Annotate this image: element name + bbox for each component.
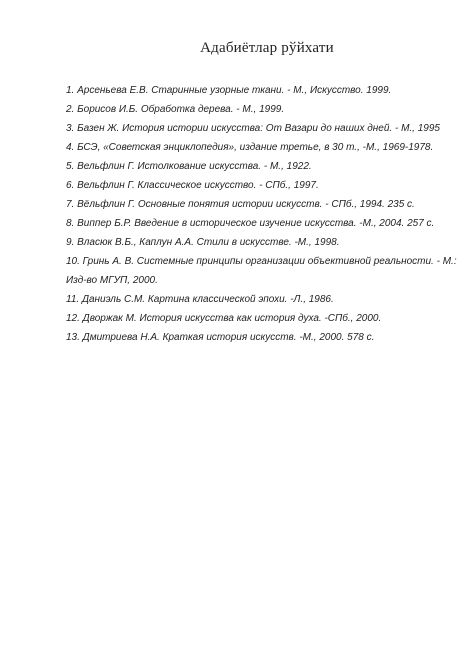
reference-item-9: 9. Власюк В.Б., Каплун А.А. Стили в искусстве. -М., 1998. — [66, 237, 340, 248]
reference-item-10: 10. Гринь А. В. Системные принципы организации объективной реальности. - М.: Изд-во МГУП, 2000. — [66, 256, 457, 286]
reference-item-2: 2. Борисов И.Б. Обработка дерева. - М., 1999. — [66, 104, 285, 115]
reference-item-13: 13. Дмитриева Н.А. Краткая история искусств. -М., 2000. 578 с. — [66, 332, 375, 343]
reference-item-1: 1. Арсеньева Е.В. Старинные узорные ткани. - М., Искусство. 1999. — [66, 85, 392, 96]
reference-list — [66, 81, 466, 347]
reference-item-12: 12. Дворжак М. История искусства как история духа. -СПб., 2000. — [66, 313, 382, 324]
reference-item-11: 11. Даниэль С.М. Картина классической эпохи. -Л., 1986. — [66, 294, 334, 305]
reference-item-8: 8. Виппер Б.Р. Введение в историческое изучение искусства. -М., 2004. 257 с. — [66, 218, 435, 229]
reference-item-3: 3. Базен Ж. История истории искусства: От Вазари до наших дней. - М., 1995 — [66, 123, 440, 134]
reference-item-5: 5. Вельфлин Г. Истолкование искусства. - М., 1922. — [66, 161, 312, 172]
reference-item-6: 6. Вельфлин Г. Классическое искусство. - СПб., 1997. — [66, 180, 319, 191]
reference-item-7: 7. Вёльфлин Г. Основные понятия истории искусств. - СПб., 1994. 235 с. — [66, 199, 415, 210]
page-title: Адабиётлар рўйхати — [200, 40, 334, 56]
reference-item-4: 4. БСЭ, «Советская энциклопедия», издание третье, в 30 т., -М., 1969-1978. — [66, 142, 434, 153]
